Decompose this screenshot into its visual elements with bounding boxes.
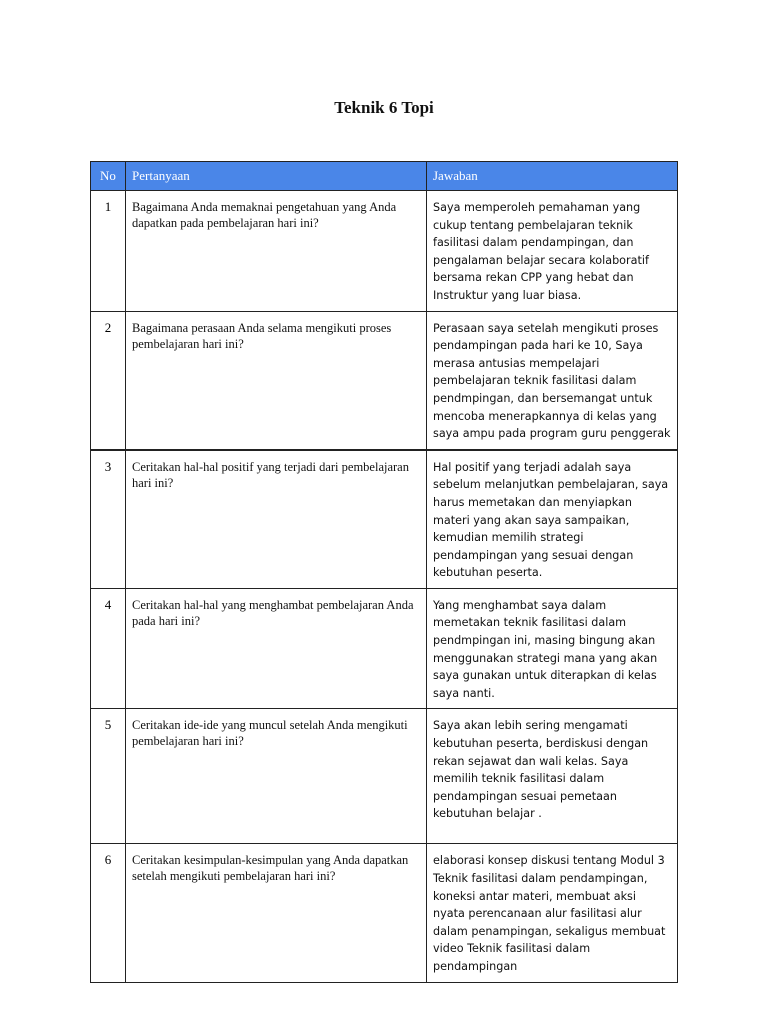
- question-cell: Ceritakan ide-ide yang muncul setelah Anda mengikuti pembelajaran hari ini?: [126, 709, 427, 844]
- table-row: [91, 588, 678, 709]
- header-question: Pertanyaan: [126, 162, 427, 191]
- row-number: 4: [91, 588, 126, 709]
- answer-cell: Hal positif yang terjadi adalah saya sebelum melanjutkan pembelajaran, saya harus memetakan dan menyiapkan materi yang akan saya sampaikan, kemudian memilih strategi pendampingan yang sesuai dengan kebutuhan peserta.: [427, 450, 678, 589]
- row-number: 1: [91, 191, 126, 312]
- question-cell: Ceritakan hal-hal yang menghambat pembelajaran Anda pada hari ini?: [126, 588, 427, 709]
- page-title: Teknik 6 Topi: [334, 98, 434, 117]
- answer-cell: elaborasi konsep diskusi tentang Modul 3 Teknik fasilitasi dalam pendampingan, koneksi antar materi, membuat aksi nyata perencanaan alur fasilitasi alur dalam penampingan, sekaligus membuat video Teknik fasilitasi dalam pendampingan: [427, 844, 678, 982]
- answer-cell: Saya akan lebih sering mengamati kebutuhan peserta, berdiskusi dengan rekan sejawat dan wali kelas. Saya memilih teknik fasilitasi dalam pendampingan sesuai pemetaan kebutuhan belajar .: [427, 709, 678, 844]
- answer-cell: Perasaan saya setelah mengikuti proses pendampingan pada hari ke 10, Saya merasa antusias mempelajari pembelajaran teknik fasilitasi dalam pendmpingan, dan bersemangat untuk mencoba menerapkannya di kelas yang saya ampu pada program guru penggerak: [427, 311, 678, 450]
- row-number: 2: [91, 311, 126, 450]
- answer-cell: Saya memperoleh pemahaman yang cukup tentang pembelajaran teknik fasilitasi dalam pendampingan, dan pengalaman belajar secara kolaboratif bersama rekan CPP yang hebat dan Instruktur yang luar biasa.: [427, 191, 678, 312]
- question-cell: Ceritakan kesimpulan-kesimpulan yang Anda dapatkan setelah mengikuti pembelajaran hari ini?: [126, 844, 427, 982]
- row-number: 6: [91, 844, 126, 982]
- header-answer: Jawaban: [427, 162, 678, 191]
- row-number: 3: [91, 450, 126, 589]
- answer-cell: Yang menghambat saya dalam memetakan teknik fasilitasi dalam pendmpingan ini, masing bingung akan menggunakan strategi mana yang akan saya gunakan untuk diterapkan di kelas saya nanti.: [427, 588, 678, 709]
- table-row: [91, 844, 678, 982]
- question-cell: Bagaimana perasaan Anda selama mengikuti proses pembelajaran hari ini?: [126, 311, 427, 450]
- table-header-row: [91, 162, 678, 191]
- row-number: 5: [91, 709, 126, 844]
- table-row: [91, 311, 678, 450]
- header-no: No: [91, 162, 126, 191]
- question-cell: Bagaimana Anda memaknai pengetahuan yang Anda dapatkan pada pembelajaran hari ini?: [126, 191, 427, 312]
- table-row: [91, 450, 678, 589]
- question-cell: Ceritakan hal-hal positif yang terjadi dari pembelajaran hari ini?: [126, 450, 427, 589]
- table-row: [91, 709, 678, 844]
- reflection-table: [90, 161, 678, 983]
- table-row: [91, 191, 678, 312]
